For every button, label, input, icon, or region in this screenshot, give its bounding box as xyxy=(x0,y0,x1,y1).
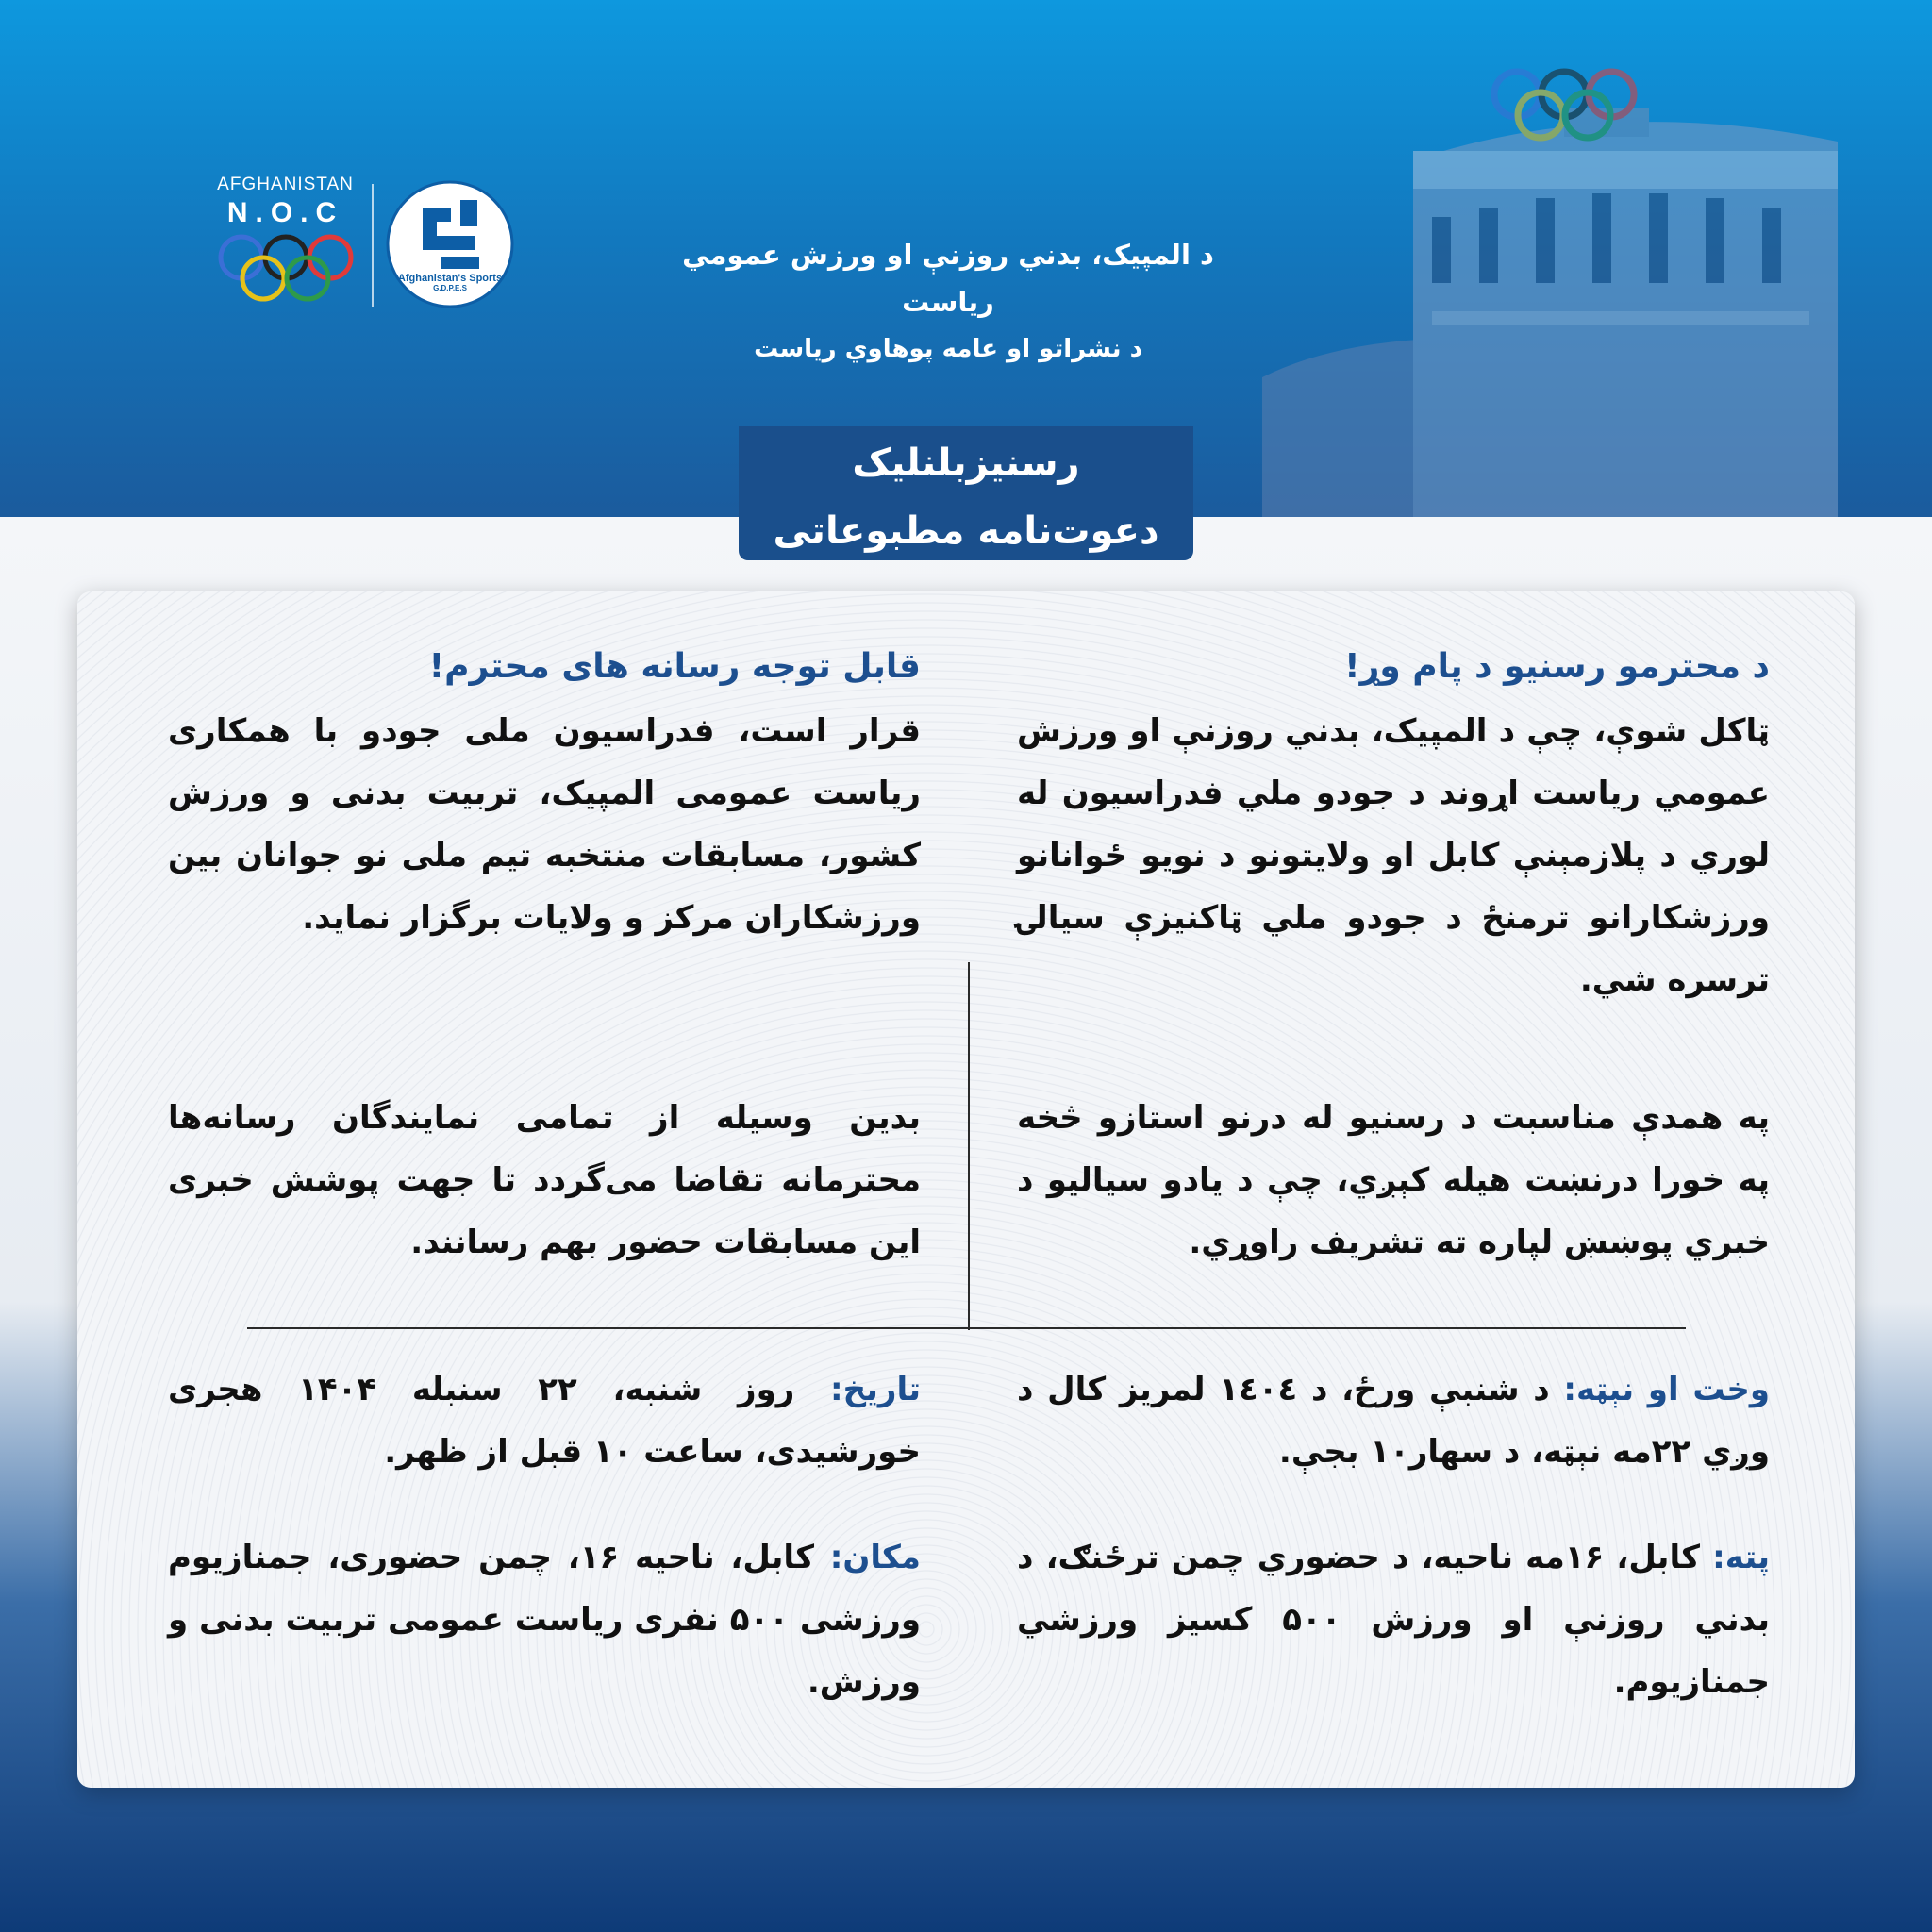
pashto-paragraph-2: په همدې مناسبت د رسنیو له درنو استازو څخه په خورا درنښت هیله کېږي، چې د یادو سیالیو د خبري پوښښ لپاره ته تشریف راوړي. xyxy=(1017,1099,1770,1261)
dari-paragraph-2: بدین وسیله از تمامی نمایندگان رسانه‌ها محترمانه تقاضا می‌گردد تا جهت پوشش خبری این مسابقات حضور بهم رسانند. xyxy=(168,1099,921,1261)
dari-date-value: روز شنبه، ۲۲ سنبله ۱۴۰۴ هجری خورشیدی، ساعت ۱۰ قبل از ظهر. xyxy=(168,1371,921,1471)
org-line-1: د المپیک، بدني روزنې او ورزش عمومي ریاست xyxy=(682,239,1214,318)
pashto-time xyxy=(1017,1358,1770,1483)
logo-group xyxy=(208,175,528,316)
pashto-address xyxy=(1017,1526,1770,1713)
pashto-invitation xyxy=(1017,1087,1770,1274)
org-line-2: د نشراتو او عامه پوهاوي ریاست xyxy=(754,335,1142,363)
pashto-heading: د محترمو رسنیو د پام وړ! xyxy=(1344,647,1770,686)
sports-logo-caption xyxy=(385,273,515,292)
dari-date xyxy=(168,1358,921,1483)
pashto-address-label: پته: xyxy=(1712,1539,1770,1576)
dari-invitation xyxy=(168,1087,921,1274)
dari-heading: قابل توجه رسانه های محترم! xyxy=(428,647,921,686)
dari-place-label: مکان: xyxy=(829,1539,921,1576)
sports-logo-abbreviation: G.D.P.E.S xyxy=(433,284,467,292)
pashto-time-value: د شنبې ورځ، د ۱٤٠٤ لمریز کال د وږي ۲۲مه نېټه، د سهار۱۰ بجې. xyxy=(1017,1371,1770,1471)
pashto-time-label: وخت او نېټه: xyxy=(1563,1371,1770,1408)
pashto-paragraph-1: ټاکل شوې، چې د المپیک، بدني روزنې او ورزش عمومي ریاست اړوند د جودو ملي فدراسیون له لوري د پلازمېنې کابل او ولایتونو د نویو ځوانانو ورزشکارانو ترمنځ د جودو ملي ټاکنیزې سیالۍ ترسره شي. xyxy=(1017,712,1770,999)
dari-date-label: تاریخ: xyxy=(830,1371,921,1408)
dari-place-value: کابل، ناحیه ۱۶، چمن حضوری، جمنازیوم ورزشی ۵۰۰ نفری ریاست عمومی تربیت بدنی و ورزش. xyxy=(168,1539,921,1701)
dari-paragraph-1: قرار است، فدراسیون ملی جودو با همکاری ریاست عمومی المپیک، تربیت بدنی و ورزش کشور، مسابقات منتخبه تیم ملی نو جوانان بین ورزشکاران مرکز و ولایات برگزار نماید. xyxy=(168,712,921,937)
section-divider xyxy=(247,1327,1686,1329)
pashto-address-value: کابل، ۱۶مه ناحیه، د حضوري چمن ترځنګ، د بدني روزنې او ورزش ۵۰۰ کسیز ورزشي جمنازیوم. xyxy=(1017,1539,1770,1701)
olympic-rings-icon xyxy=(215,231,357,307)
olympic-building-image xyxy=(1121,0,1932,517)
noc-logo xyxy=(208,175,363,229)
title-dari: دعوت‌نامه مطبوعاتی xyxy=(773,509,1159,553)
page-title xyxy=(739,429,1193,565)
logo-divider xyxy=(372,184,374,307)
column-divider xyxy=(968,962,970,1330)
dari-column xyxy=(168,634,921,949)
sports-logo-name: Afghanistan's Sports xyxy=(397,273,503,284)
noc-country: AFGHANISTAN xyxy=(217,175,354,194)
noc-abbreviation: N.O.C xyxy=(226,197,344,228)
pashto-column xyxy=(1017,634,1770,1011)
dari-place xyxy=(168,1526,921,1713)
title-pashto: رسنیزبلنلیک xyxy=(852,441,1080,485)
organization-names xyxy=(660,231,1236,373)
